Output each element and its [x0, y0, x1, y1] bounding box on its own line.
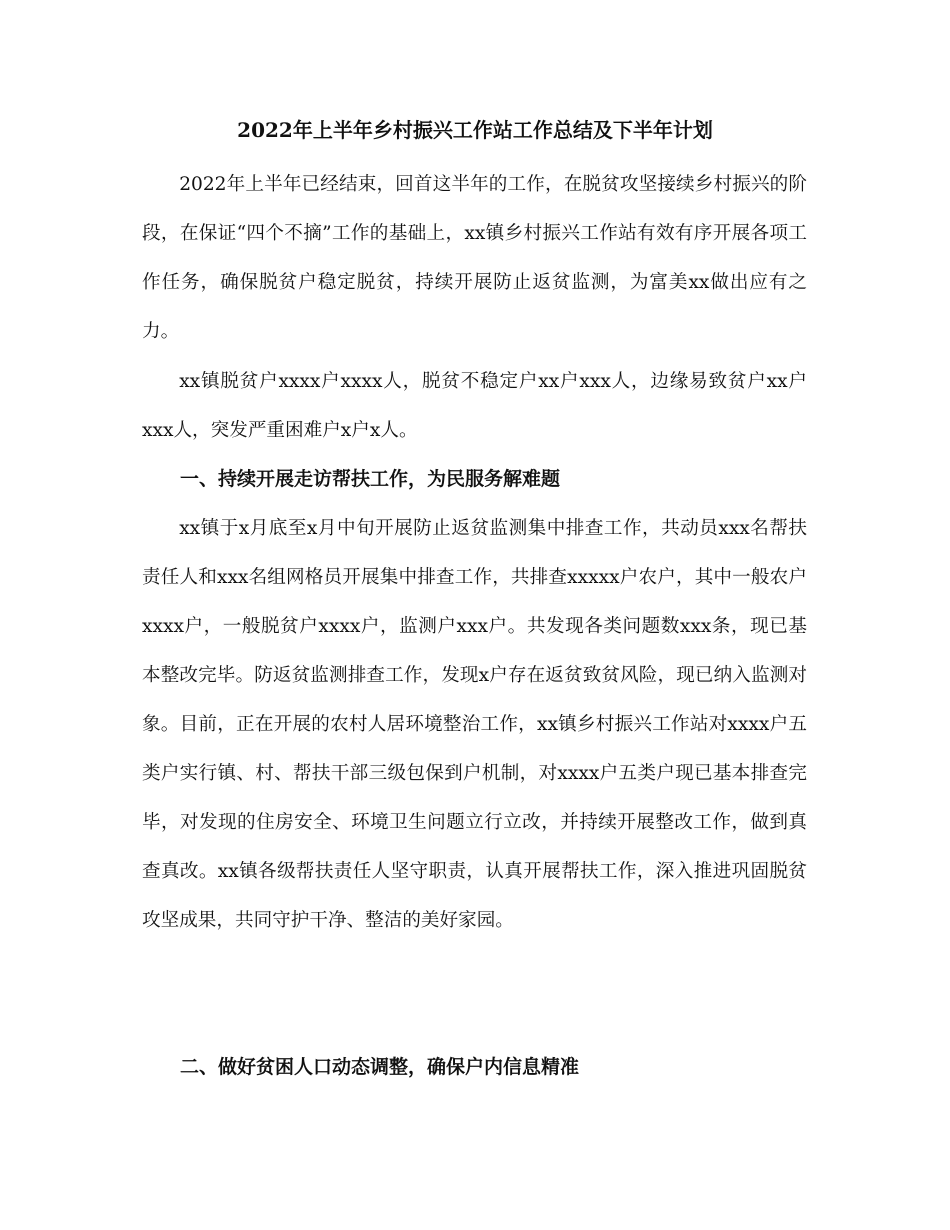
document-title: 2022年上半年乡村振兴工作站工作总结及下半年计划: [237, 118, 713, 142]
section-heading-1: 一、持续开展走访帮扶工作，为民服务解难题: [180, 468, 561, 490]
section-1-paragraph: xx镇于x月底至x月中旬开展防止返贫监测集中排查工作，共动员xxx名帮扶责任人和xxx名组网格员开展集中排查工作，共排查xxxxx户农户，其中一般农户xxxx户，一般脱贫户xxxx户，监测户xxx户。共发现各类问题数xxx条，现已基本整改完毕。防返贫监测排查工作，发现x户存在返贫致贫风险，现已纳入监测对象。目前，正在开展的农村人居环境整治工作，xx镇乡村振兴工作站对xxxx户五类户实行镇、村、帮扶干部三级包保到户机制，对xxxx户五类户现已基本排查完毕，对发现的住房安全、环境卫生问题立行立改，并持续开展整改工作，做到真查真改。xx镇各级帮扶责任人坚守职责，认真开展帮扶工作，深入推进巩固脱贫攻坚成果，共同守护干净、整洁的美好家园。: [142, 518, 807, 931]
statistics-paragraph: xx镇脱贫户xxxx户xxxx人，脱贫不稳定户xx户xxx人，边缘易致贫户xx户xxx人，突发严重困难户x户x人。: [142, 371, 807, 441]
section-heading-2: 二、做好贫困人口动态调整，确保户内信息精准: [180, 1056, 580, 1078]
intro-paragraph: 2022年上半年已经结束，回首这半年的工作，在脱贫攻坚接续乡村振兴的阶段，在保证“四个不摘”工作的基础上，xx镇乡村振兴工作站有效有序开展各项工作任务，确保脱贫户稳定脱贫，持续开展防止返贫监测，为富美xx做出应有之力。: [142, 174, 807, 342]
